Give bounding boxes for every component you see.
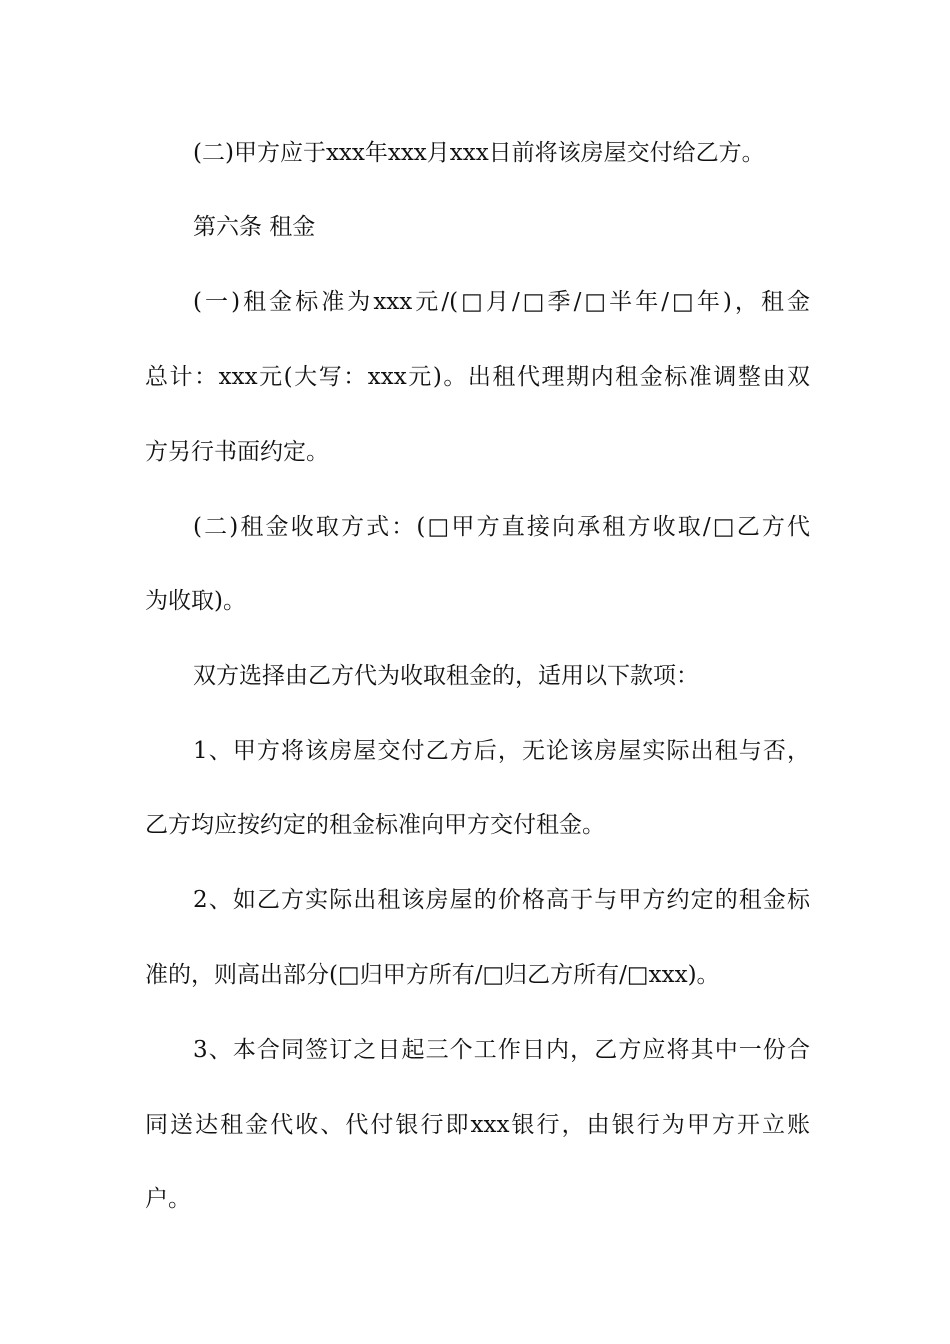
item-2-line-1: 2、如乙方实际出租该房屋的价格高于与甲方约定的租金标 — [193, 887, 810, 913]
rent-collection-line-1: (二)租金收取方式：(□甲方直接向承租方收取/□乙方代 — [193, 514, 810, 540]
rent-collection-line-2: 为收取)。 — [145, 588, 246, 614]
item-1-line-1: 1、甲方将该房屋交付乙方后，无论该房屋实际出租与否， — [193, 738, 810, 764]
clause-5-item-2: (二)甲方应于xxx年xxx月xxx日前将该房屋交付给乙方。 — [193, 140, 765, 166]
article-6-heading: 第六条 租金 — [193, 214, 316, 240]
agent-collection-intro: 双方选择由乙方代为收取租金的，适用以下款项： — [193, 663, 699, 689]
item-3-line-3: 户。 — [145, 1186, 191, 1212]
rent-standard-line-1: (一)租金标准为xxx元/(□月/□季/□半年/□年)，租金 — [193, 289, 810, 315]
item-3-line-1: 3、本合同签订之日起三个工作日内，乙方应将其中一份合 — [193, 1037, 810, 1063]
item-1-line-2: 乙方均应按约定的租金标准向甲方交付租金。 — [145, 812, 605, 838]
item-2-line-2: 准的，则高出部分(□归甲方所有/□归乙方所有/□xxx)。 — [145, 962, 720, 988]
rent-standard-line-2: 总计：xxx元(大写：xxx元)。出租代理期内租金标准调整由双 — [145, 364, 810, 390]
rent-standard-line-3: 方另行书面约定。 — [145, 439, 329, 465]
item-3-line-2: 同送达租金代收、代付银行即xxx银行，由银行为甲方开立账 — [145, 1112, 810, 1138]
